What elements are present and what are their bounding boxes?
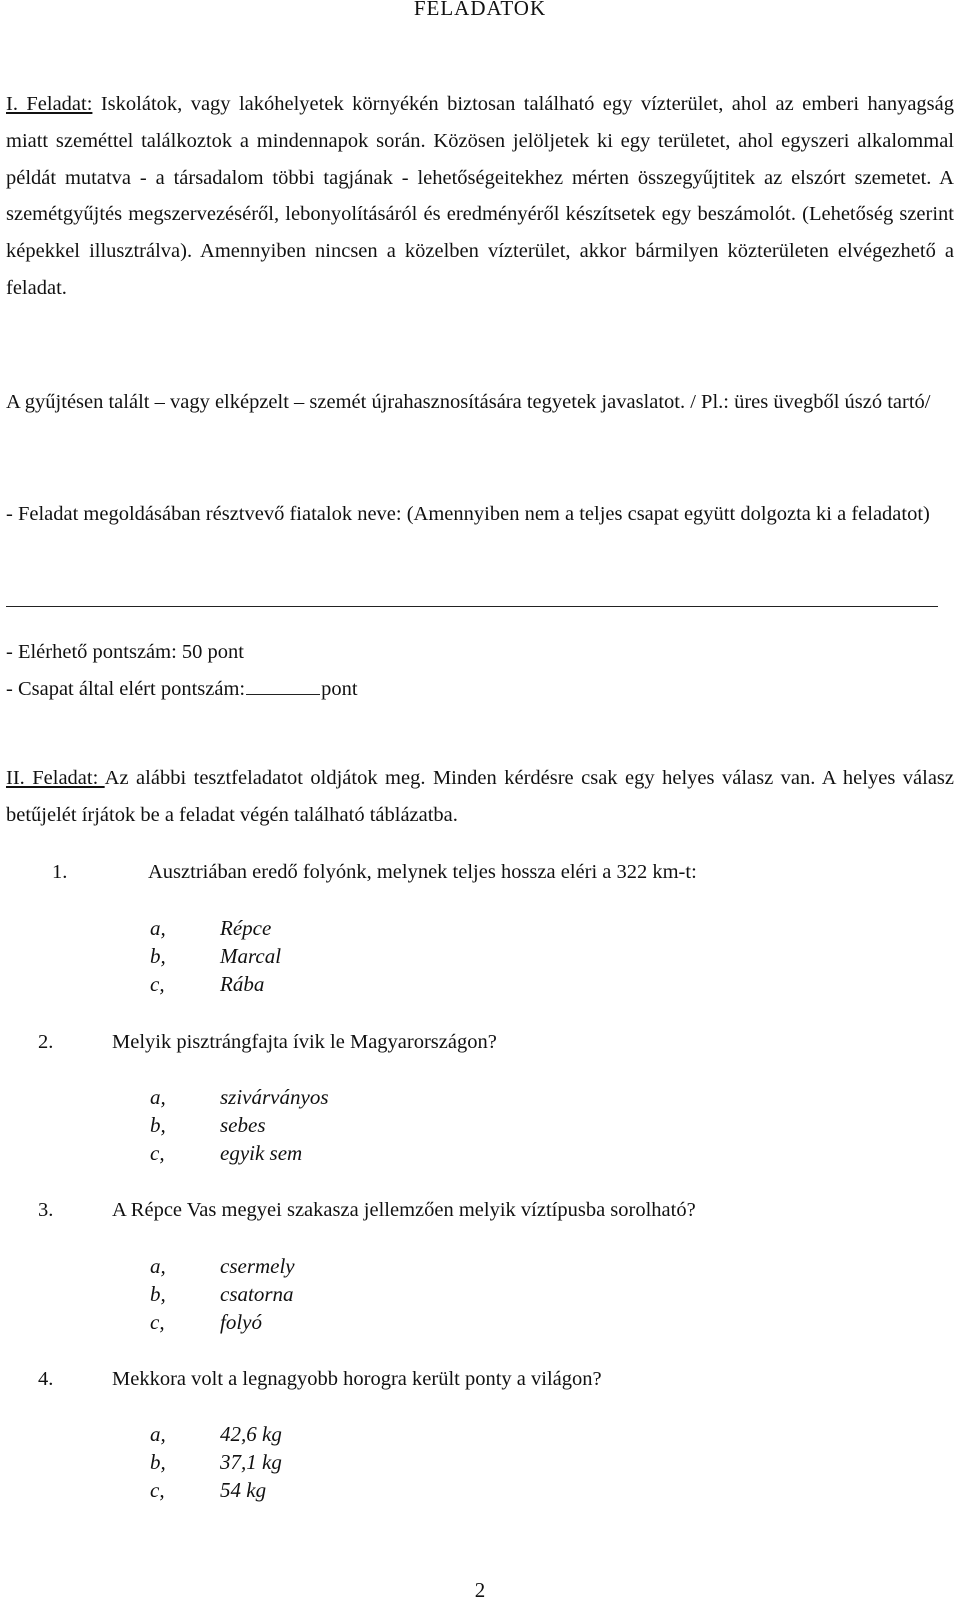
points-earned-line	[6, 671, 358, 707]
question-text: Melyik pisztrángfajta ívik le Magyarországon?	[112, 1031, 497, 1053]
option-letter: b,	[150, 1113, 166, 1137]
option-text: Répce	[220, 916, 272, 940]
question-number: 4.	[38, 1368, 54, 1390]
points-available: - Elérhető pontszám: 50 pont	[6, 641, 244, 663]
option-text: folyó	[220, 1310, 262, 1334]
task2-intro	[6, 760, 954, 834]
option-letter: b,	[150, 944, 166, 968]
task2-label: II. Feladat:	[6, 767, 105, 789]
task1-label: I. Feladat:	[6, 93, 93, 115]
question-text: Ausztriában eredő folyónk, melynek teljes hossza eléri a 322 km-t:	[148, 861, 697, 883]
option-text: csermely	[220, 1254, 295, 1278]
question-text: A Répce Vas megyei szakasza jellemzően melyik víztípusba sorolható?	[112, 1199, 696, 1221]
question-number: 2.	[38, 1031, 54, 1053]
points-earned-label: - Csapat által elért pontszám:	[6, 678, 246, 700]
option-text: Marcal	[220, 944, 282, 968]
option-text: egyik sem	[220, 1141, 303, 1165]
option-text: 37,1 kg	[220, 1450, 282, 1474]
option-text: sebes	[220, 1113, 266, 1137]
page-number: 2	[474, 1578, 486, 1602]
option-letter: a,	[150, 1254, 166, 1278]
option-letter: c,	[150, 1478, 165, 1502]
points-earned-blank[interactable]	[246, 676, 320, 695]
option-text: Rába	[220, 972, 265, 996]
task1-recycling-paragraph: A gyűjtésen talált – vagy elképzelt – szemét újrahasznosítására tegyetek javaslatot. / Pl.: üres üvegből úszó tartó/	[6, 391, 931, 413]
option-letter: a,	[150, 916, 166, 940]
option-letter: c,	[150, 1310, 165, 1334]
question-number: 1.	[52, 861, 68, 883]
task1-paragraph1-text: Iskolátok, vagy lakóhelyetek környékén biztosan található egy vízterület, ahol az emberi hanyagság miatt szeméttel találkoztok a mindennapok során. Közösen jelöljetek ki egy területet, ahol egyszeri alkalommal példát mutatva - a társadalom többi tagjának - lehetőségeitekhez mérten összegyűjtitek az elszórt szemetet. A szemétgyűjtés megszervezéséről, lebonyolításáról és eredményéről készítsetek egy beszámolót. (Lehetőség szerint képekkel illusztrálva). Amennyiben nincsen a közelben vízterület, akkor bármilyen közterületen elvégezhető a feladat.	[6, 93, 954, 299]
question-number: 3.	[38, 1199, 54, 1221]
option-text: 42,6 kg	[220, 1422, 282, 1446]
question-text: Mekkora volt a legnagyobb horogra került ponty a világon?	[112, 1368, 602, 1390]
option-text: szivárványos	[220, 1085, 329, 1109]
option-letter: a,	[150, 1422, 166, 1446]
task1-participants-paragraph: - Feladat megoldásában résztvevő fiatalok neve: (Amennyiben nem a teljes csapat együtt dolgozta ki a feladatot)	[6, 503, 930, 525]
option-letter: b,	[150, 1282, 166, 1306]
option-text: 54 kg	[220, 1478, 267, 1502]
task1-paragraph	[6, 86, 954, 307]
points-earned-unit: pont	[321, 678, 358, 700]
page-title: FELADATOK	[413, 0, 547, 20]
option-text: csatorna	[220, 1282, 294, 1306]
participants-blank-line[interactable]	[6, 606, 938, 607]
option-letter: b,	[150, 1450, 166, 1474]
option-letter: c,	[150, 1141, 165, 1165]
option-letter: c,	[150, 972, 165, 996]
task2-intro-text: Az alábbi tesztfeladatot oldjátok meg. Minden kérdésre csak egy helyes válasz van. A helyes válasz betűjelét írjátok be a feladat végén található táblázatba.	[6, 767, 954, 826]
option-letter: a,	[150, 1085, 166, 1109]
